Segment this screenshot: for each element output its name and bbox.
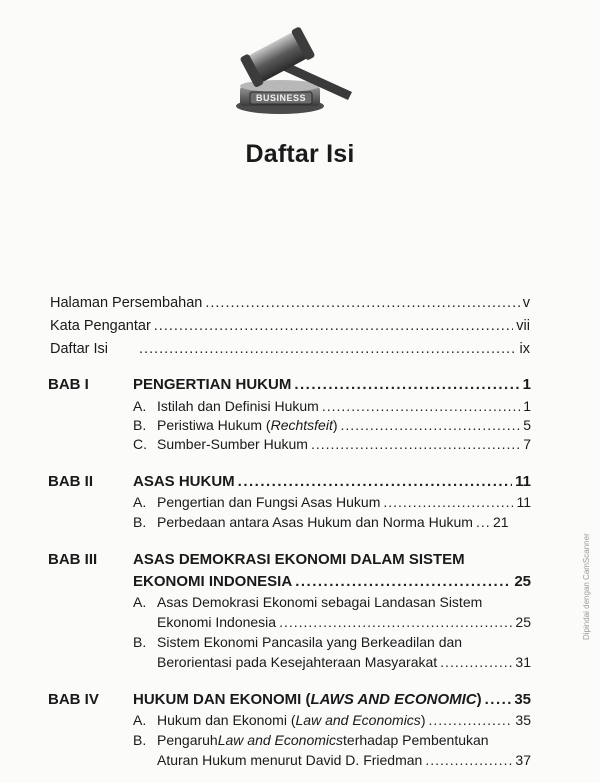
section-title-line2: Ekonomi Indonesia xyxy=(157,614,277,630)
toc-entry-label: Kata Pengantar xyxy=(50,318,151,334)
section-letter: A. xyxy=(133,712,147,728)
toc-section-2a[interactable] xyxy=(133,494,531,510)
dot-leader xyxy=(295,573,511,590)
section-title-post: ) xyxy=(420,712,426,728)
toc-section-3b-line2[interactable] xyxy=(157,654,531,670)
chapter-label-bab-1: BAB I xyxy=(48,376,89,393)
dot-leader xyxy=(476,514,490,530)
dot-leader xyxy=(238,473,512,490)
toc-entry-persembahan[interactable] xyxy=(50,295,530,311)
toc-section-1c[interactable] xyxy=(133,436,531,452)
section-letter: B. xyxy=(133,417,147,433)
section-title: Sumber-Sumber Hukum xyxy=(157,436,308,452)
section-page: 11 xyxy=(516,494,531,510)
section-letter: B. xyxy=(133,634,147,650)
section-page: 1 xyxy=(523,398,531,414)
logo-text: BUSINESS xyxy=(255,93,306,103)
toc-entry-label: Halaman Persembahan xyxy=(50,295,203,311)
dot-leader xyxy=(322,398,520,414)
dot-leader xyxy=(279,614,512,630)
section-title: Istilah dan Definisi Hukum xyxy=(157,398,319,414)
section-letter: B. xyxy=(133,732,147,748)
section-title-line2: Aturan Hukum menurut David D. Friedman xyxy=(157,752,423,768)
section-title-pre: Hukum dan Ekonomi ( xyxy=(157,712,296,728)
section-title: Perbedaan antara Asas Hukum dan Norma Hukum xyxy=(157,514,473,530)
dot-leader xyxy=(485,691,512,708)
chapter-title-line1[interactable]: ASAS DEMOKRASI EKONOMI DALAM SISTEM xyxy=(133,551,465,568)
chapter-title-post: ) xyxy=(476,691,482,708)
dot-leader xyxy=(341,417,521,433)
chapter-title-italic: LAWS AND ECONOMIC xyxy=(310,691,477,708)
dot-leader xyxy=(139,341,517,357)
chapter-title-line2: EKONOMI INDONESIA xyxy=(133,573,293,590)
chapter-title-pre: HUKUM DAN EKONOMI ( xyxy=(133,691,311,708)
section-title: Pengertian dan Fungsi Asas Hukum xyxy=(157,494,381,510)
chapter-title: PENGERTIAN HUKUM xyxy=(133,376,292,393)
dot-leader xyxy=(428,712,512,728)
section-title-line1-post: terhadap Pembentukan xyxy=(343,732,489,748)
section-letter: C. xyxy=(133,436,147,452)
section-title-line1-italic: Law and Economics xyxy=(217,732,344,748)
section-title-italic: Rechtsfeit xyxy=(270,417,333,433)
section-letter: A. xyxy=(133,594,147,610)
section-page: 7 xyxy=(523,436,531,452)
chapter-page: 25 xyxy=(514,573,531,590)
toc-entry-kata-pengantar[interactable] xyxy=(50,318,530,334)
toc-entry-page: vii xyxy=(516,318,530,334)
toc-section-3b-line1[interactable] xyxy=(133,634,531,650)
toc-section-2b[interactable] xyxy=(133,514,531,530)
section-page: 21 xyxy=(492,514,509,530)
scanner-watermark: Dipindai dengan CamScanner xyxy=(582,533,591,640)
toc-chapter-2[interactable] xyxy=(133,473,531,490)
dot-leader xyxy=(205,295,519,311)
toc-entry-daftar-isi[interactable] xyxy=(50,341,530,357)
toc-entry-page: v xyxy=(522,295,530,311)
dot-leader xyxy=(425,752,512,768)
section-title-italic: Law and Economics xyxy=(295,712,421,728)
toc-section-4a[interactable] xyxy=(133,712,531,728)
section-title-line1: Asas Demokrasi Ekonomi sebagai Landasan Sistem xyxy=(157,594,483,610)
section-letter: B. xyxy=(133,514,147,530)
chapter-label-bab-4: BAB IV xyxy=(48,691,99,708)
chapter-title: ASAS HUKUM xyxy=(133,473,235,490)
section-title-line1-pre: Pengaruh xyxy=(157,732,218,748)
section-page: 31 xyxy=(515,654,531,670)
toc-section-3a-line2[interactable] xyxy=(157,614,531,630)
dot-leader xyxy=(294,376,519,393)
toc-section-4b-line2[interactable] xyxy=(157,752,531,768)
toc-section-1b[interactable] xyxy=(133,417,531,433)
toc-section-3a-line1[interactable] xyxy=(133,594,531,610)
toc-section-4b-line1[interactable] xyxy=(133,732,531,748)
chapter-label-bab-2: BAB II xyxy=(48,473,93,490)
dot-leader xyxy=(154,318,514,334)
section-page: 25 xyxy=(515,614,531,630)
section-letter: A. xyxy=(133,398,147,414)
section-title-pre: Peristiwa Hukum ( xyxy=(157,417,271,433)
chapter-page: 11 xyxy=(515,473,531,490)
page-title: Daftar Isi xyxy=(245,140,355,168)
section-page: 5 xyxy=(523,417,531,433)
chapter-page: 1 xyxy=(522,376,531,393)
toc-chapter-4[interactable] xyxy=(133,691,531,708)
toc-chapter-3[interactable] xyxy=(133,573,531,590)
section-letter: A. xyxy=(133,494,147,510)
chapter-page: 35 xyxy=(514,691,531,708)
toc-section-1a[interactable] xyxy=(133,398,531,414)
dot-leader xyxy=(383,494,513,510)
dot-leader xyxy=(440,654,512,670)
section-page: 37 xyxy=(515,752,531,768)
section-title-post: ) xyxy=(332,417,338,433)
section-title-line2: Berorientasi pada Kesejahteraan Masyarakat xyxy=(157,654,438,670)
chapter-label-bab-3: BAB III xyxy=(48,551,98,568)
toc-entry-label: Daftar Isi xyxy=(50,341,109,357)
toc-entry-page: ix xyxy=(519,341,530,357)
toc-chapter-1[interactable] xyxy=(133,376,531,393)
dot-leader xyxy=(311,436,520,452)
section-page: 35 xyxy=(515,712,531,728)
section-title-line1: Sistem Ekonomi Pancasila yang Berkeadilan dan xyxy=(157,634,463,650)
